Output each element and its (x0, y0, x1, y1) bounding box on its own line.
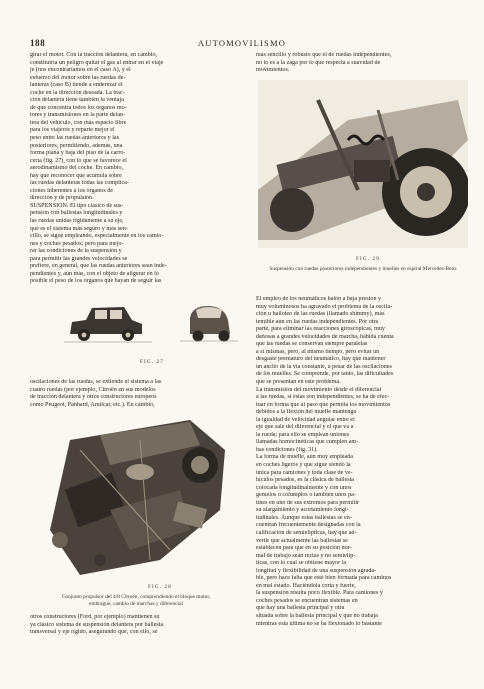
text-line: La forma de muelle, aún muy empleada (256, 454, 353, 461)
text-line: para los viajeros y reparte mejor el (30, 127, 115, 134)
text-line: tores y transmisiones en la parte delan- (30, 112, 126, 119)
suspension-photo-icon (258, 80, 468, 248)
text-line: hículos pesados, es la clásica de ballesta (256, 477, 354, 484)
text-line: temible aún en las ruedas independientes. Por otra (256, 318, 379, 325)
text-line: prefiere, en general, que las ruedas anteriores sean inde- (30, 263, 167, 270)
text-line: otros constructores (Ford, por ejemplo) mantienen su (30, 614, 160, 620)
text-line: que las ruedas se conservan siempre paralelas (256, 341, 368, 348)
fig28-caption-line2: embrague, cambio de marchas y diferencial (89, 601, 183, 607)
fig29-label: FIG. 29 (356, 256, 380, 262)
text-line: en mal estado. Haciéndola corta y fuerte, (256, 582, 356, 589)
left-column-bottom (30, 614, 244, 637)
text-line: posteriores, permitiendo, además, una (30, 142, 123, 149)
fig28-engine-photo (40, 410, 232, 580)
text-line: ble, pero hace falta que esté bien formada para caminos (256, 575, 392, 582)
right-column-body (256, 296, 470, 628)
text-line: tera del vehículo, con más espacio libre (30, 119, 127, 126)
text-line: establecen para que en su posición nor- (256, 545, 352, 552)
text-line: cería (fig. 27), con lo que se favorece el (30, 157, 127, 164)
text-line: cillo, se sigue empleando, especialmente en los camio- (30, 233, 164, 240)
text-line: en coches ligeros y que sigue siendo la (256, 462, 351, 469)
fig29-caption: Suspensión con ruedas posteriores independientes y muelles en espiral Mercedes-Benz (269, 266, 457, 272)
text-line: posible el peso de los órganos que hayan de seguir las (30, 278, 162, 285)
text-line: no lo es a la zaga por lo que respecta a suavidad de (256, 59, 381, 66)
engine-photo-icon (40, 410, 232, 580)
text-line: calificación de semielípticas, hay que ad- (256, 529, 357, 536)
text-line: ya clásico sistema de suspensión delantera por ballesta (30, 621, 164, 628)
text-line: desgaste prematuro del neumático, hay que mantener (256, 356, 386, 363)
text-line: que es el sistema más seguro y más sen- (30, 225, 128, 232)
text-line: La transmisión del movimiento desde el diferencial (256, 386, 382, 393)
text-line: constituiría un peligro quitar el gas al entrar en el viaje (30, 59, 164, 66)
text-line: je (nos encontraríamos en el caso A), y el (30, 67, 131, 74)
text-line: la suspensión resulta poco flexible. Para camiones y (256, 590, 383, 597)
text-line: más sencillo y robusto que el de ruedas independientes, (256, 52, 392, 58)
text-line: forma plana y baja del piso de la carro- (30, 150, 126, 157)
text-line: rar las condiciones de la suspensión y (30, 248, 122, 255)
text-line: muy voluminosos ha agravado el problema de la oscila- (256, 303, 393, 310)
text-line: para permitir las grandes velocidades se (30, 255, 128, 262)
text-line: dañosas a grandes velocidades de marcha, habida cuenta (256, 333, 394, 340)
fig27-label: FIG. 27 (140, 359, 164, 365)
text-line: a sí mismas, pero, al mismo tiempo, pero evitar un (256, 348, 380, 355)
text-line: situada sobre la ballesta principal y que no trabaja (256, 612, 378, 619)
text-line: mientras esta última no se ha flexionado lo bastante (256, 620, 382, 627)
text-line: ción u bailoteo de las ruedas (llamado shimmy), más (256, 311, 385, 318)
text-line: colocada longitudinalmente y con unos (256, 484, 352, 491)
text-line: hay que reconocer que acumula sobre (30, 172, 122, 179)
text-line: mal de trabajo sean rectas y no semielíp- (256, 552, 356, 559)
text-line: movimientos. (256, 67, 290, 74)
left-column-middle (30, 379, 244, 409)
text-line: las ruedas delanteras todas las complica- (30, 180, 129, 187)
text-line: ción delantera tiene también la ventaja (30, 97, 124, 104)
page-number: 188 (30, 38, 46, 48)
text-line: ciones inherentes a los órganos de (30, 187, 113, 194)
text-line: oscilaciones de las ruedas, se extiende el sistema a las (30, 379, 162, 385)
text-line: SUSPENSIÓN. El tipo clásico de sus- (30, 202, 124, 209)
car-silhouette-rear-icon (180, 306, 238, 342)
text-line: cuentran frecuentemente designadas con la (256, 522, 361, 529)
text-line: dirección y de propulsión. (30, 195, 94, 202)
text-line: tines en uno de sus extremos para permitir (256, 499, 360, 506)
left-column-top (30, 52, 244, 286)
text-line: llamadas homocinéticas que cumplen am- (256, 439, 359, 446)
text-line: vertir que actualmente las ballestas se (256, 537, 348, 544)
text-line: pendientes y, aún más, con el objeto de aligerar en lo (30, 270, 159, 277)
text-line: la rueda; para ello se emplean uniones (256, 431, 350, 438)
text-line: parte, para eliminar las reacciones giroscópicas, muy (256, 326, 385, 333)
text-line: de los muelles. Se comprende, por tanto, las dificultades (256, 371, 394, 378)
fig28-caption-line1: Conjunto propulsor del 4/8 Citroën, comprendiendo el bloque motor, (61, 594, 211, 600)
text-line: cuatro ruedas (por ejemplo, Citroën en sus modelos (30, 386, 156, 393)
text-line: única para camiones y toda clase de ve- (256, 469, 353, 476)
text-line: tudinales. Aunque estas ballestas se en- (256, 514, 352, 521)
text-line: nes y coches pesados; pero para mejo- (30, 240, 124, 247)
fig27-car-silhouettes (62, 296, 240, 346)
text-line: de que concentra todos los órganos mo- (30, 104, 127, 111)
text-line: girar el motor. Con la tracción delantera, en cambio, (30, 52, 158, 58)
text-line: eje que sale del diferencial y el que va a (256, 424, 354, 431)
fig29-suspension-photo (258, 80, 468, 248)
car-silhouette-front-icon (70, 307, 142, 341)
text-line: que hay una ballesta principal y otra (256, 605, 345, 612)
text-line: a las ruedas, si éstas son independientes, se ha de efec- (256, 394, 390, 401)
text-line: las ruedas unidas rígidamente a su eje, (30, 218, 124, 225)
text-line: coches pesados se encuentran sistemas en (256, 597, 358, 604)
text-line: como Peugeot, Panhard, Amilcar, etc.). En cambio, (30, 401, 155, 408)
text-line: coche en la dirección deseada. La trac- (30, 89, 125, 96)
text-line: tuar en forma que al paso que permita los movimientos (256, 401, 391, 408)
text-line: pensión con ballestas longitudinales y (30, 210, 123, 217)
text-line: debidos a la flexión del muelle mantenga (256, 409, 357, 416)
right-column-top (256, 52, 470, 75)
text-line: transversal y eje rígido, asegurando que, con ello, se (30, 629, 158, 636)
text-line: aerodinamismo del coche. En cambio, (30, 165, 124, 172)
text-line: su alargamiento y acortamiento longi- (256, 507, 349, 514)
text-line: que se presentan en este problema. (256, 379, 341, 386)
text-line: longitud y flexibilidad de una suspensión agrada- (256, 567, 377, 574)
text-line: gemelos o columpios o también unos pa- (256, 492, 356, 499)
text-line: peso entre las ruedas anteriores y las (30, 135, 120, 142)
running-title: AUTOMOVILISMO (197, 38, 287, 48)
text-line: El empleo de los neumáticos balón a baja presión y (256, 296, 382, 302)
text-line: ticas, con lo cual se obtiene mayor la (256, 560, 347, 567)
text-line: un ancho de la vía constante, a pesar de las oscilaciones (256, 363, 392, 370)
text-line: la igualdad de velocidad angular entre el (256, 416, 355, 423)
text-line: esfuerzo del motor sobre las ruedas de- (30, 74, 126, 81)
text-line: de tracción delantera y otros constructores europeos (30, 394, 157, 401)
text-line: lanteras (caso B) tiende a enderezar el (30, 82, 123, 89)
fig28-label: FIG. 28 (148, 584, 172, 590)
text-line: bas condiciones (fig. 31). (256, 446, 318, 453)
